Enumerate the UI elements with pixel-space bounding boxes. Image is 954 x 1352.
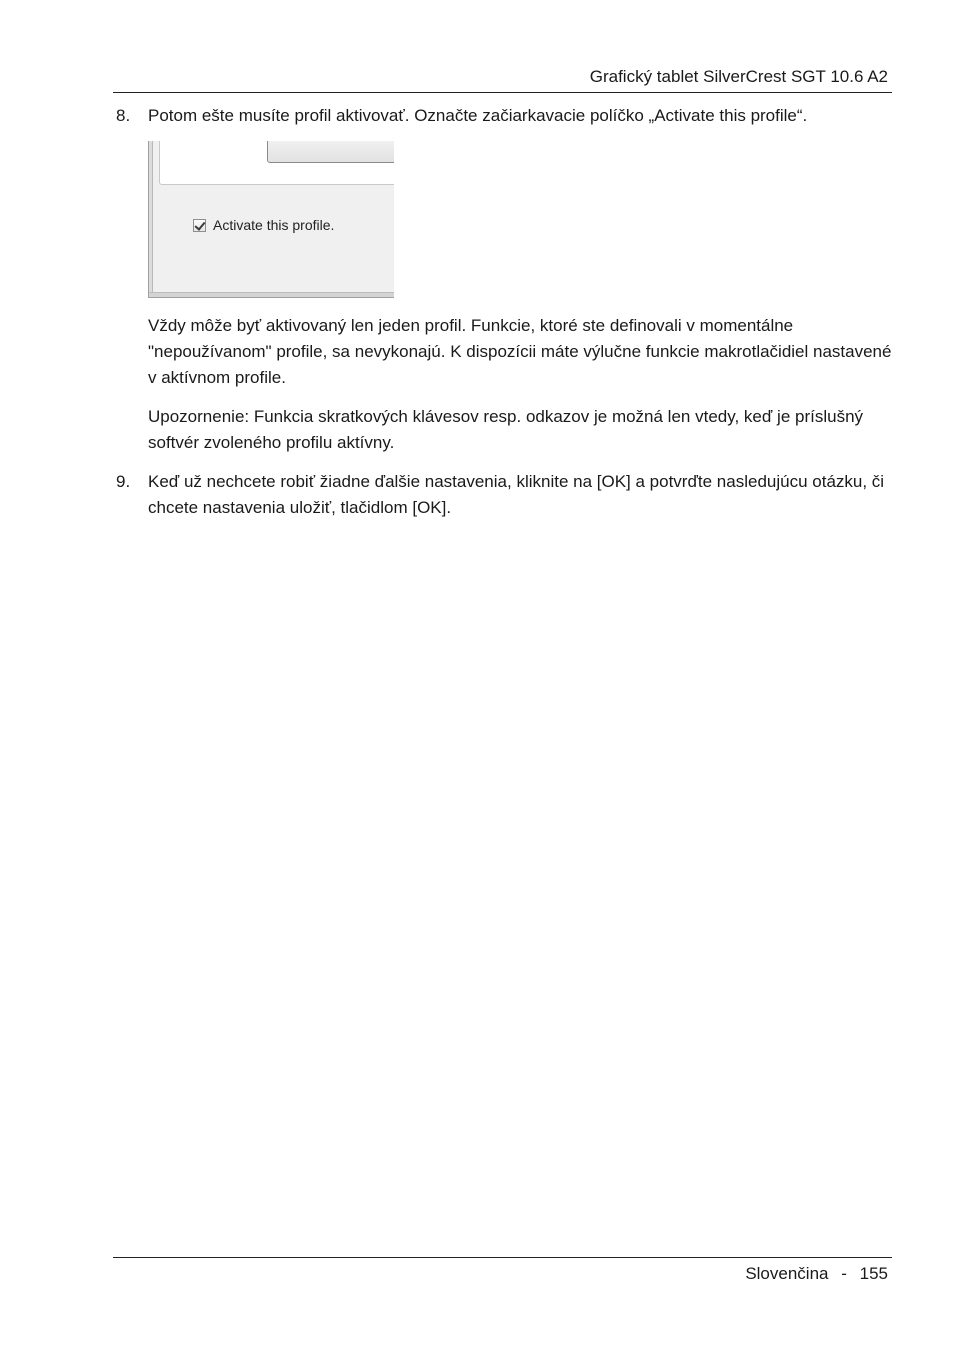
page-header-title: Grafický tablet SilverCrest SGT 10.6 A2 [589, 67, 888, 86]
step-8-text: Potom ešte musíte profil aktivovať. Označte začiarkavacie políčko „Activate this profile“. [148, 106, 808, 125]
screenshot-button-edge[interactable] [267, 141, 394, 163]
step-9-text: Keď už nechcete robiť žiadne ďalšie nastavenia, kliknite na [OK] a potvrďte nasledujúcu otázku, či chcete nastavenia uložiť, tlačidlom [OK]. [148, 472, 885, 517]
profile-screenshot [148, 141, 394, 298]
activate-profile-label: Activate this profile. [213, 217, 335, 233]
page-footer [745, 1264, 888, 1284]
screenshot-frame-edge [149, 141, 153, 293]
header-rule [113, 92, 892, 93]
activate-profile-checkbox[interactable] [193, 219, 206, 232]
footer-separator: - [841, 1264, 847, 1283]
screenshot-bottom-bar [149, 292, 394, 297]
step-8-number: 8. [116, 106, 131, 125]
footer-rule [113, 1257, 892, 1258]
page-number: 155 [859, 1264, 888, 1283]
info-paragraph: Vždy môže byť aktivovaný len jeden profil. Funkcie, ktoré ste definovali v momentálne "nepoužívanom" profile, sa nevykonajú. K dispozícii máte výlučne funkcie makrotlačidiel nastavené v aktívnom profile. [148, 316, 892, 387]
note-paragraph: Upozornenie: Funkcia skratkových klávesov resp. odkazov je možná len vtedy, keď je príslušný softvér zvoleného profilu aktívny. [148, 407, 864, 452]
step-9-number: 9. [116, 472, 131, 491]
footer-language: Slovenčina [745, 1264, 829, 1283]
